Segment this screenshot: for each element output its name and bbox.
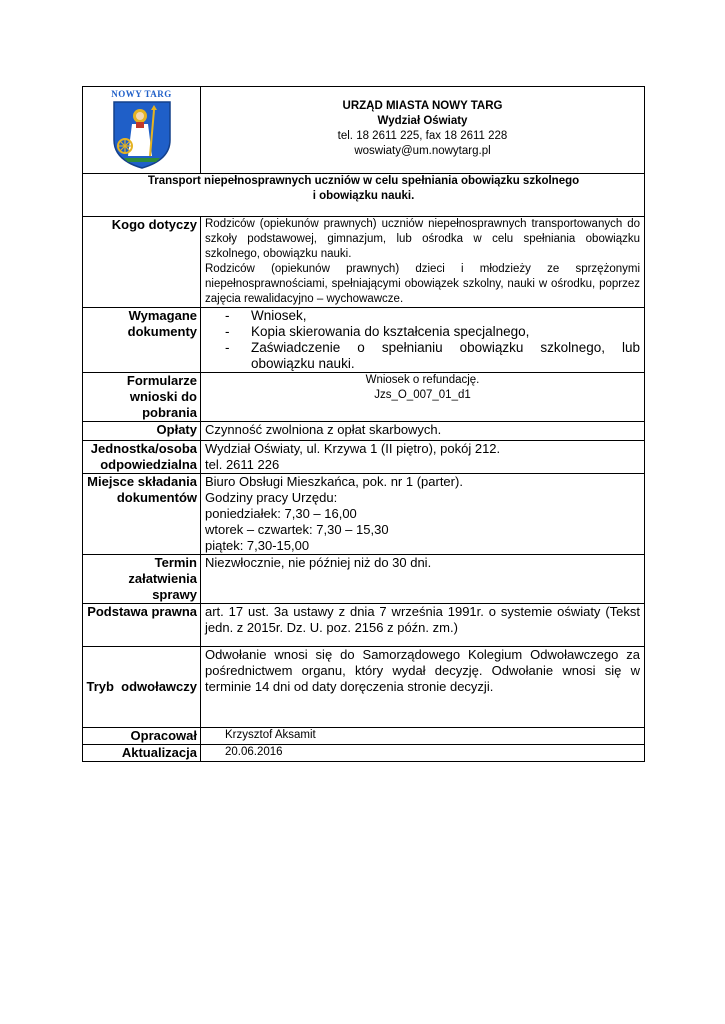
label-opracowal-text: Opracował [130,728,197,743]
header-row [83,87,645,174]
row-termin [83,555,645,604]
jednostka-phone: tel. 2611 226 [205,457,280,472]
label-termin-line-2: załatwienia [128,571,197,586]
tryb-text: Odwołanie wnosi się do Samorządowego Kolegium Odwoławczego za pośrednictwem organu, który wydał decyzję. Odwołanie wnosi się w terminie 14 dni od daty doręczenia stronie decyzji. [205,647,640,694]
miejsce-line: Godziny pracy Urzędu: [205,490,338,505]
row-miejsce-skladania [83,474,645,555]
label-miejsce-line-2: dokumentów [116,490,197,505]
row-jednostka [83,441,645,474]
label-formularze-line-2: wnioski do [129,389,197,404]
department-name: Wydział Oświaty [377,115,468,127]
coat-of-arms-icon [110,100,174,170]
info-card-table [82,86,645,762]
label-wymagane-line-1: Wymagane [128,308,197,323]
value-tryb-odwolawczy [201,647,645,728]
documents-list [205,308,640,372]
label-tryb-odwolawczy [83,647,201,728]
label-termin [83,555,201,604]
miejsce-line: poniedziałek: 7,30 – 16,00 [205,506,357,521]
label-opracowal [83,728,201,745]
kogo-paragraph-1: Rodziców (opiekunów prawnych) uczniów niepełnosprawnych transportowanych do szkoły podstawowej, gimnazjum, lub ośrodka w celu spełniania obowiązku szkolnego, obowiązku nauki. [205,218,640,260]
value-formularze [201,373,645,422]
value-wymagane-dokumenty [201,308,645,373]
termin-text: Niezwłocznie, nie później niż do 30 dni. [205,555,432,570]
row-tryb-odwolawczy [83,647,645,728]
label-termin-line-1: Termin [154,555,197,570]
value-oplaty [201,422,645,441]
card-title-line-1: Transport niepełnosprawnych uczniów w celu spełniania obowiązku szkolnego [147,175,580,187]
label-oplaty [83,422,201,441]
card-title-line-2: i obowiązku nauki. [312,190,415,202]
label-aktualizacja [83,745,201,762]
label-formularze-line-1: Formularze [126,373,197,388]
office-name: URZĄD MIASTA NOWY TARG [342,100,503,112]
label-kogo-dotyczy [83,217,201,308]
label-miejsce-skladania [83,474,201,555]
row-wymagane-dokumenty [83,308,645,373]
label-kogo-dotyczy-text: Kogo dotyczy [111,217,197,232]
value-opracowal [201,728,645,745]
value-jednostka [201,441,645,474]
label-jednostka-line-2: odpowiedzialna [100,457,197,472]
row-opracowal [83,728,645,745]
row-oplaty [83,422,645,441]
label-tryb-text: Tryb odwoławczy [86,679,197,694]
label-aktualizacja-text: Aktualizacja [121,745,197,760]
label-formularze [83,373,201,422]
miejsce-line: Biuro Obsługi Mieszkańca, pok. nr 1 (parter). [205,474,463,489]
document-item: - Wniosek, [225,308,640,324]
row-formularze [83,373,645,422]
label-wymagane-line-2: dokumenty [127,324,197,339]
card-title [83,174,645,217]
row-kogo-dotyczy [83,217,645,308]
miejsce-line: wtorek – czwartek: 7,30 – 15,30 [205,522,389,537]
label-termin-line-3: sprawy [152,587,197,602]
title-row [83,174,645,217]
office-email: woswiaty@um.nowytarg.pl [354,145,491,157]
miejsce-line: piątek: 7,30-15,00 [205,538,310,553]
oplaty-text: Czynność zwolniona z opłat skarbowych. [205,422,442,437]
label-podstawa-text: Podstawa prawna [87,604,197,619]
value-aktualizacja [201,745,645,762]
label-podstawa-prawna [83,604,201,647]
logo-text: NOWY TARG [111,89,172,99]
label-jednostka-line-1: Jednostka/osoba [90,441,197,456]
kogo-paragraph-2: Rodziców (opiekunów prawnych) dzieci i młodzieży ze sprzężonymi niepełnosprawnościami, spełniającymi obowiązek szkolny, nauki w ośrodku, poprzez zajęcia rewalidacyjno – wychowawcze. [205,263,640,305]
label-formularze-line-3: pobrania [142,405,197,420]
label-oplaty-text: Opłaty [156,422,197,437]
label-wymagane-dokumenty [83,308,201,373]
value-termin [201,555,645,604]
label-jednostka [83,441,201,474]
value-miejsce-skladania [201,474,645,555]
aktualizacja-date: 20.06.2016 [225,746,283,758]
office-phone: tel. 18 2611 225, fax 18 2611 228 [337,130,508,142]
podstawa-text: art. 17 ust. 3a ustawy z dnia 7 września 1991r. o systemie oświaty (Tekst jedn. z 2015r. Dz. U. poz. 2156 z późn. zm.) [205,604,640,635]
row-aktualizacja [83,745,645,762]
office-header [201,87,645,174]
jednostka-address: Wydział Oświaty, ul. Krzywa 1 (II piętro), pokój 212. [205,441,501,456]
document-item: - Zaświadczenie o spełnianiu obowiązku szkolnego, lub obowiązku nauki. [225,340,640,372]
row-podstawa-prawna [83,604,645,647]
value-podstawa-prawna [201,604,645,647]
value-kogo-dotyczy [201,217,645,308]
document [82,86,644,762]
opracowal-name: Krzysztof Aksamit [225,729,316,741]
form-code: Jzs_O_007_01_d1 [374,389,471,401]
document-item: - Kopia skierowania do kształcenia specjalnego, [225,324,640,340]
form-link-refundacja[interactable]: Wniosek o refundację. [365,374,480,386]
label-miejsce-line-1: Miejsce składania [87,474,197,489]
logo-cell [83,87,201,174]
